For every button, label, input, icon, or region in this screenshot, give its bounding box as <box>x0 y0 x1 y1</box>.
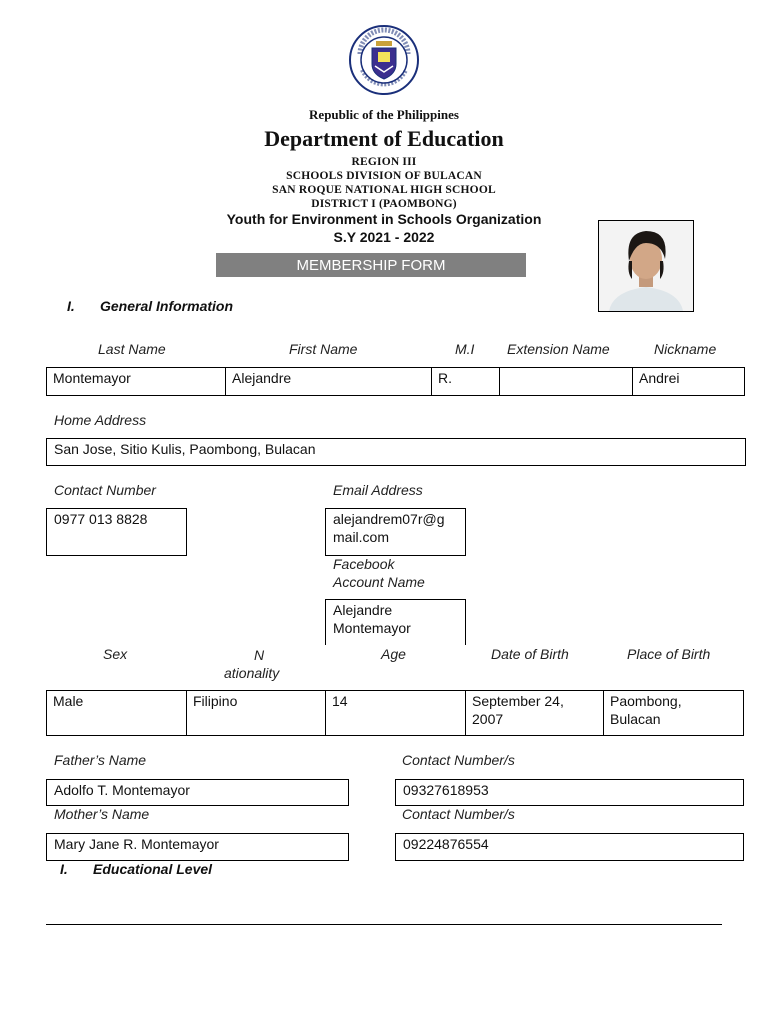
fathers-name-field[interactable]: Adolfo T. Montemayor <box>46 779 349 806</box>
header-organization: Youth for Environment in Schools Organization <box>226 211 542 227</box>
label-date-of-birth: Date of Birth <box>491 646 569 662</box>
nickname-field[interactable]: Andrei <box>639 370 680 386</box>
contact-number-field[interactable]: 0977 013 8828 <box>46 508 187 556</box>
section-number-general: I. <box>67 298 75 314</box>
label-mother-contact: Contact Number/s <box>402 806 515 822</box>
pob-line-2: Bulacan <box>610 711 661 727</box>
email-line-1: alejandrem07r@g <box>333 511 445 527</box>
extension-name-field[interactable] <box>500 368 633 395</box>
sex-field[interactable]: Male <box>47 691 187 735</box>
middle-initial-field[interactable]: R. <box>432 368 500 395</box>
last-name-field[interactable]: Montemayor <box>47 368 226 395</box>
label-age: Age <box>381 646 406 662</box>
date-of-birth-field[interactable] <box>466 691 604 735</box>
deped-seal-icon <box>348 24 420 96</box>
header-department: Department of Education <box>264 126 504 151</box>
father-contact-field[interactable]: 09327618953 <box>395 779 744 806</box>
place-of-birth-field[interactable] <box>604 691 743 735</box>
header-region: REGION III <box>351 156 417 168</box>
section-title-general: General Information <box>100 298 234 314</box>
bottom-divider <box>46 924 722 925</box>
label-home-address: Home Address <box>54 412 147 428</box>
pob-line-1: Paombong, <box>610 693 682 709</box>
email-line-2: mail.com <box>333 529 390 545</box>
age-field[interactable]: 14 <box>326 691 466 735</box>
header-division: SCHOOLS DIVISION OF BULACAN <box>286 170 482 182</box>
label-facebook-account-name <box>333 555 425 591</box>
home-address-field[interactable]: San Jose, Sitio Kulis, Paombong, Bulacan <box>46 438 746 466</box>
section-number-education: I. <box>60 861 68 877</box>
name-row <box>46 367 745 396</box>
header-district: DISTRICT I (PAOMBONG) <box>311 198 457 210</box>
email-address-field[interactable] <box>325 508 466 556</box>
label-contact-number: Contact Number <box>54 482 156 498</box>
label-place-of-birth: Place of Birth <box>627 646 711 662</box>
label-nationality <box>224 646 288 682</box>
facebook-line-2: Montemayor <box>333 620 411 636</box>
header-school: SAN ROQUE NATIONAL HIGH SCHOOL <box>272 184 496 196</box>
label-facebook-line-1: Facebook <box>333 556 395 572</box>
personal-row <box>46 690 744 736</box>
label-last-name: Last Name <box>98 341 166 357</box>
label-father-contact: Contact Number/s <box>402 752 515 768</box>
dob-line-2: 2007 <box>472 711 504 727</box>
membership-form-banner: MEMBERSHIP FORM <box>216 253 526 277</box>
mothers-name-field[interactable]: Mary Jane R. Montemayor <box>46 833 349 861</box>
facebook-account-field[interactable] <box>325 599 466 645</box>
label-mi: M.I <box>455 341 475 357</box>
header-republic: Republic of the Philippines <box>309 107 459 122</box>
label-first-name: First Name <box>289 341 358 357</box>
dob-line-1: September 24, <box>472 693 564 709</box>
header-school-year: S.Y 2021 - 2022 <box>333 229 435 245</box>
first-name-field[interactable]: Alejandre <box>226 368 432 395</box>
label-fathers-name: Father’s Name <box>54 752 147 768</box>
label-mothers-name: Mother’s Name <box>54 806 150 822</box>
student-photo <box>598 220 694 312</box>
label-nickname: Nickname <box>654 341 717 357</box>
section-title-education: Educational Level <box>93 861 213 877</box>
label-email-address: Email Address <box>333 482 423 498</box>
nationality-field[interactable]: Filipino <box>187 691 326 735</box>
label-sex: Sex <box>103 646 128 662</box>
label-extension-name: Extension Name <box>507 341 610 357</box>
label-nationality-line-2: ationality <box>224 665 280 681</box>
label-facebook-line-2: Account Name <box>333 574 425 590</box>
label-nationality-line-1: N <box>253 647 265 663</box>
facebook-line-1: Alejandre <box>333 602 393 618</box>
mother-contact-field[interactable]: 09224876554 <box>395 833 744 861</box>
